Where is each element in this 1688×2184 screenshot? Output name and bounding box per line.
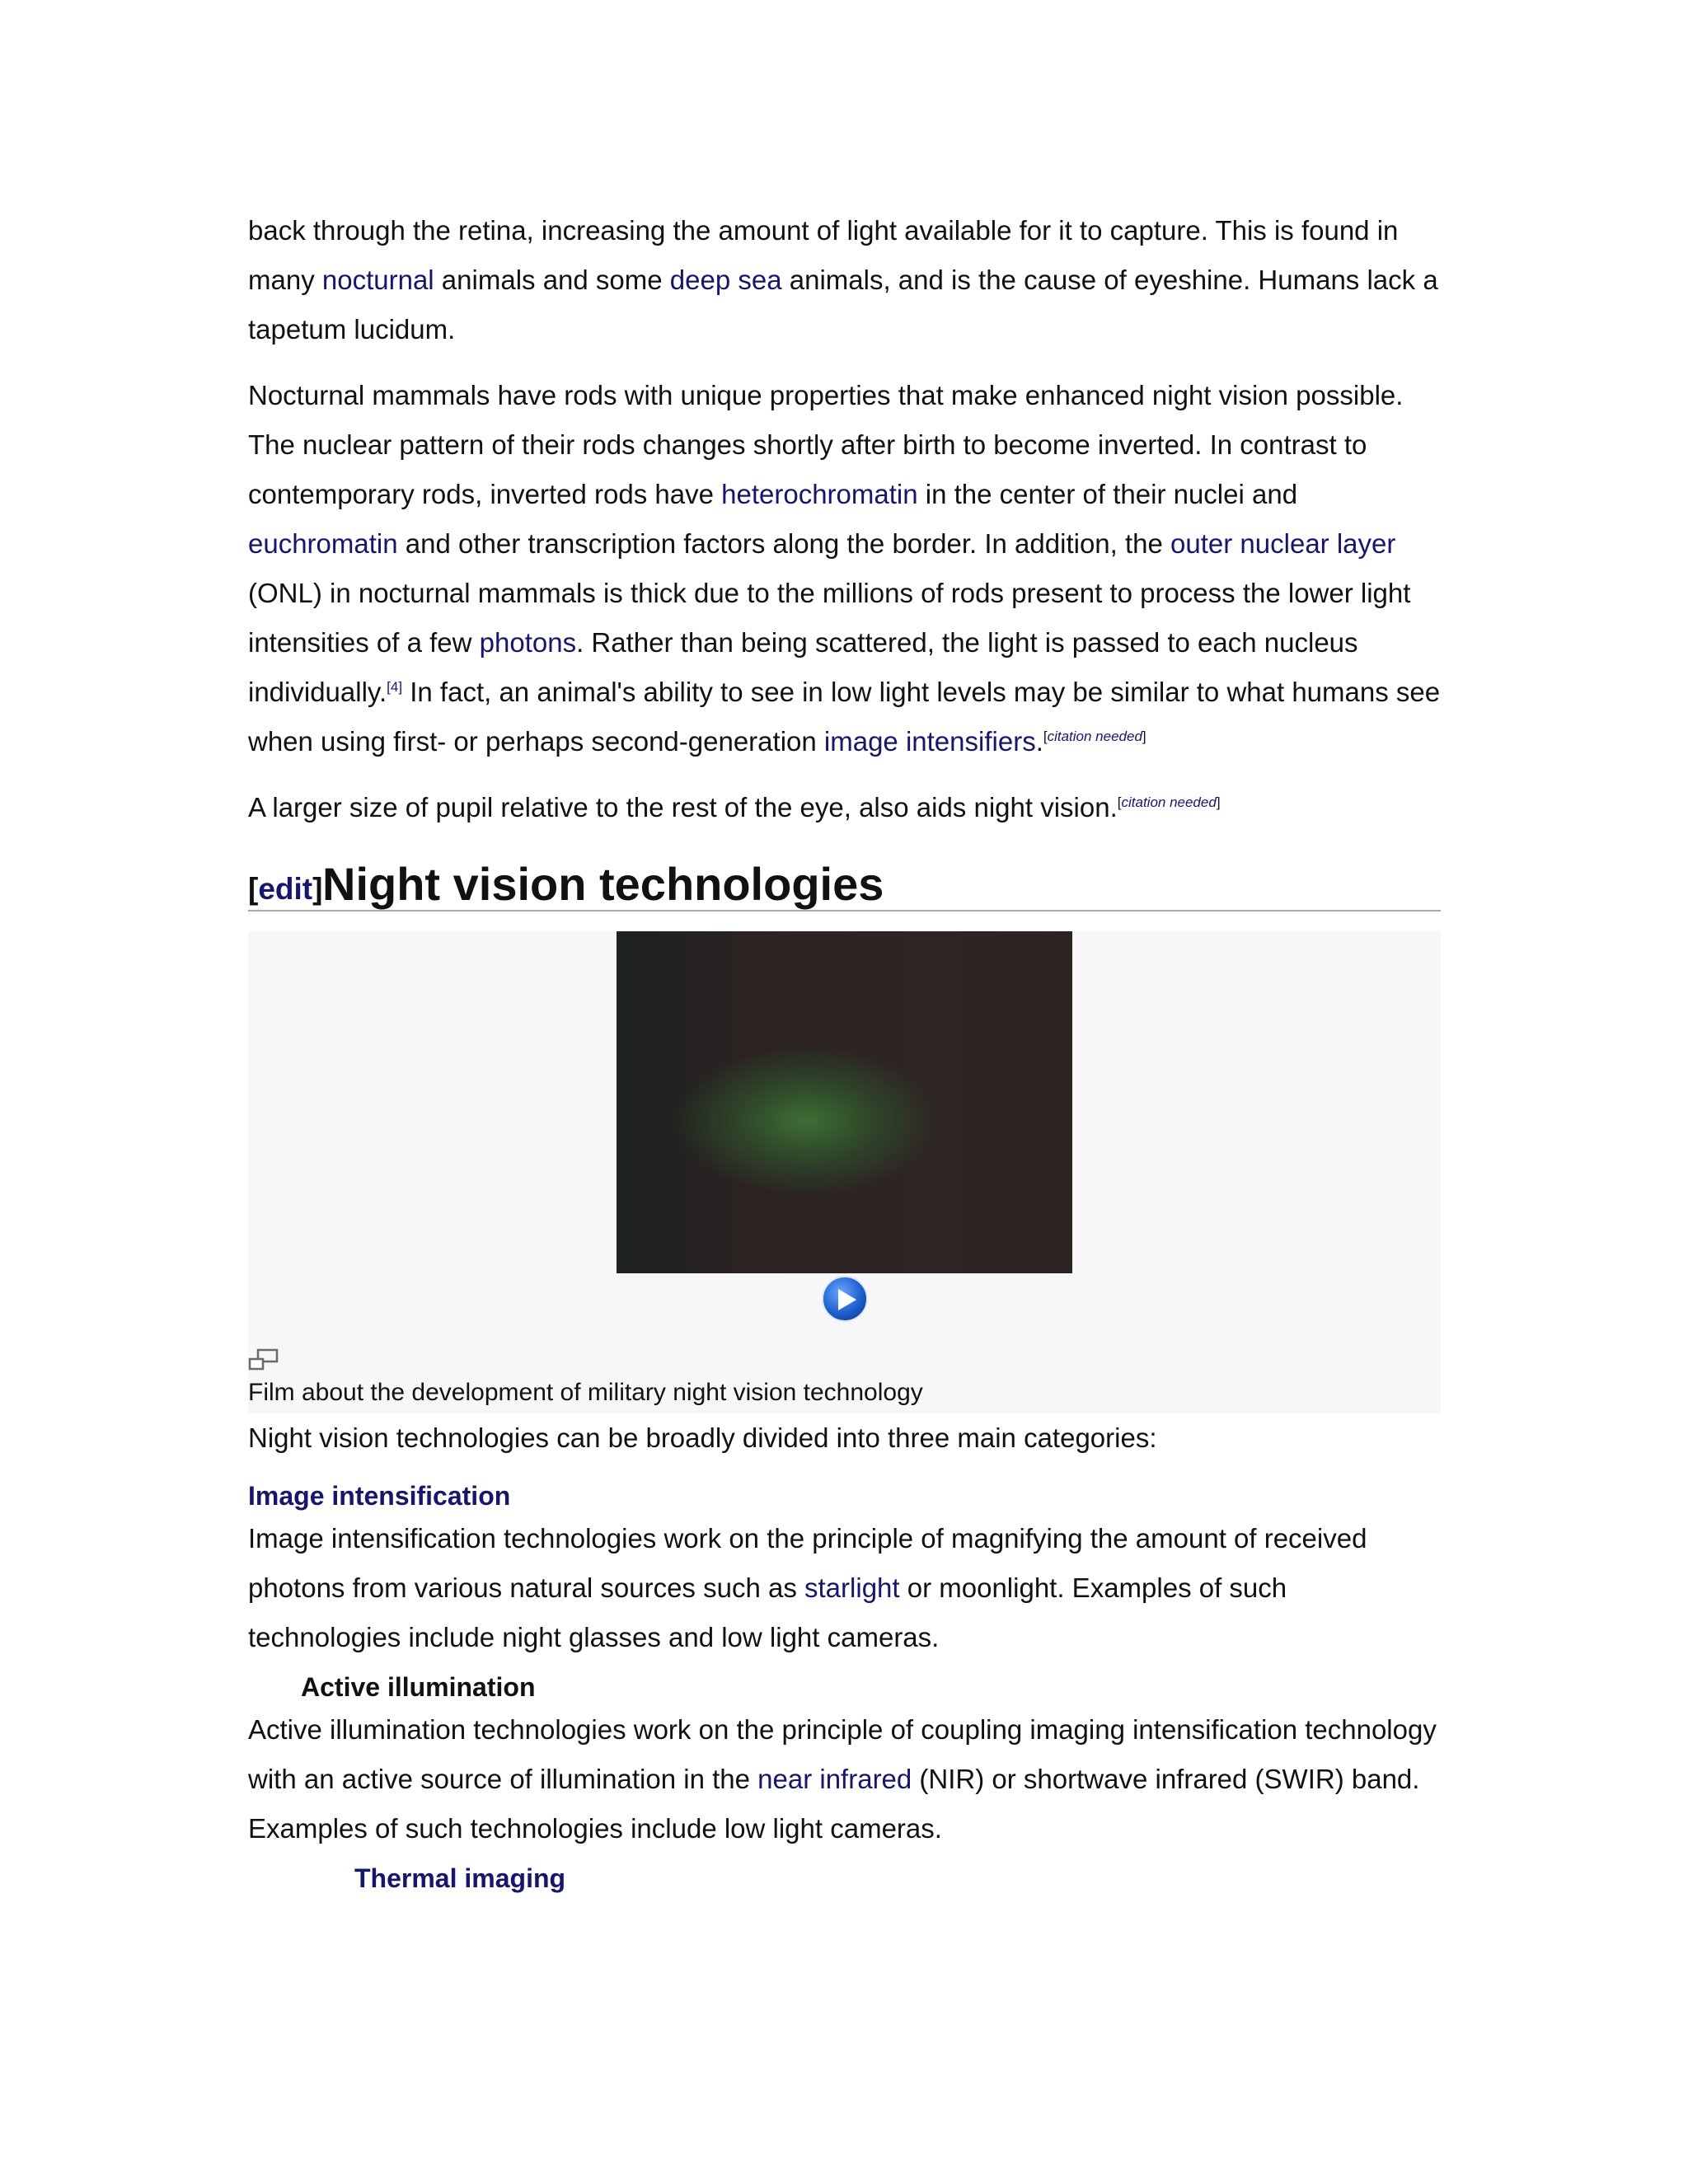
reference-4-link[interactable]: [4] [387, 679, 403, 695]
citation-needed-1: [citation needed] [1043, 729, 1146, 744]
link-nocturnal[interactable]: nocturnal [321, 265, 434, 295]
section-title: Night vision technologies [322, 858, 884, 910]
link-outer-nuclear-layer[interactable]: outer nuclear layer [1170, 528, 1396, 559]
definition-active-illumination: Active illumination technologies work on the principle of coupling imaging intensification technology with an active source of illumination in the near infrared (NIR) or shortwave infrared (SWIR) band. Examples of such technologies include low light cameras. [248, 1714, 1437, 1844]
term-thermal-imaging[interactable]: Thermal imaging [354, 1863, 566, 1893]
link-euchromatin[interactable]: euchromatin [248, 528, 398, 559]
play-icon [835, 1287, 858, 1312]
link-heterochromatin[interactable]: heterochromatin [721, 479, 918, 509]
link-image-intensifiers[interactable]: image intensifiers [823, 726, 1036, 757]
term-active-illumination: Active illumination [301, 1672, 536, 1702]
video-still[interactable] [617, 931, 1072, 1273]
paragraph-tapetum: back through the retina, increasing the amount of light available for it to capture. This is found in many nocturnal animals and some deep sea animals, and is the cause of eyeshine. Humans lack a tapetum lucidum. [248, 215, 1438, 344]
paragraph-nocturnal-mammals: Nocturnal mammals have rods with unique properties that make enhanced night vision possible. The nuclear pattern of their rods changes shortly after birth to become inverted. In contrast to contemporary rods, inverted rods have heterochromatin in the center of their nuclei and euchromatin and other transcription factors along the border. In addition, the outer nuclear layer (ONL) in nocturnal mammals is thick due to the millions of rods present to process the lower light intensities of a few photons. Rather than being scattered, the light is passed to each nucleus individually.[4] In fact, an animal's ability to see in low light levels may be similar to what humans see when using first- or perhaps second-generation image intensifiers.[citation needed] [248, 380, 1441, 757]
link-starlight[interactable]: starlight [804, 1572, 900, 1603]
media-caption: Film about the development of military night vision technology [248, 1379, 923, 1406]
citation-needed-2: [citation needed] [1117, 794, 1221, 810]
citation-needed-link[interactable]: citation needed [1121, 794, 1217, 810]
link-near-infrared[interactable]: near infrared [757, 1764, 912, 1794]
citation-needed-link[interactable]: citation needed [1047, 729, 1142, 744]
edit-section: [edit] [248, 872, 323, 906]
term-image-intensification[interactable]: Image intensification [248, 1481, 511, 1511]
enlarge-icon[interactable] [248, 1348, 279, 1371]
video-thumbnail-box [248, 931, 1441, 1413]
article-content [248, 206, 1441, 1896]
definition-image-intensification: Image intensification technologies work on the principle of magnifying the amount of received photons from various natural sources such as starlight or moonlight. Examples of such technologies include night glasses and low light cameras. [248, 1523, 1367, 1652]
edit-link[interactable]: edit [258, 872, 313, 906]
paragraph-pupil: A larger size of pupil relative to the rest of the eye, also aids night vision.[citation needed] [248, 792, 1221, 823]
play-button[interactable] [822, 1276, 868, 1322]
paragraph-intro: Night vision technologies can be broadly divided into three main categories: [248, 1422, 1157, 1453]
link-deep-sea[interactable]: deep sea [669, 265, 782, 295]
section-heading [248, 843, 1441, 912]
link-photons[interactable]: photons [479, 627, 577, 658]
